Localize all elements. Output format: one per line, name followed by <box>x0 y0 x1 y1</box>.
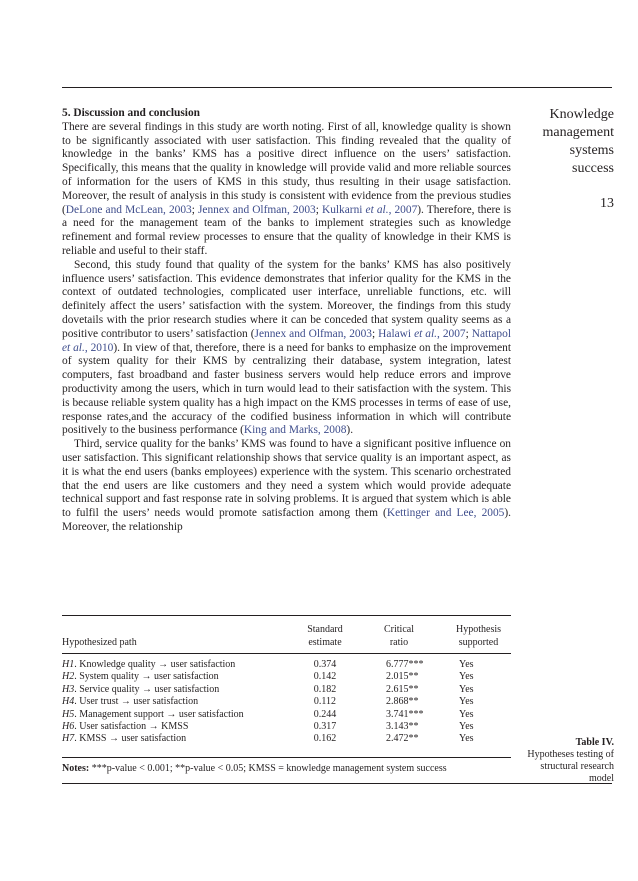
hypotheses-table <box>62 615 511 765</box>
caption-line: structural research <box>540 761 614 772</box>
citation-link[interactable]: Jennex and Olfman, 2003 <box>197 203 316 216</box>
citation-link[interactable]: Jennex and Olfman, 2003 <box>254 327 373 340</box>
running-title <box>516 106 614 178</box>
table-notes: Notes: ***p-value < 0.001; **p-value < 0.05; KMSS = knowledge management system success <box>62 763 447 774</box>
top-rule <box>62 87 612 88</box>
table-top-rule <box>62 615 511 616</box>
citation-link[interactable]: Halawi et al., 2007 <box>378 327 466 340</box>
header-ratio: Critical ratio <box>384 624 414 648</box>
page-number: 13 <box>600 196 614 211</box>
running-title-line: systems <box>569 143 614 158</box>
citation-link[interactable]: DeLone and McLean, 2003 <box>65 203 192 216</box>
section-heading: 5. Discussion and conclusion <box>62 107 200 119</box>
paragraph-3: Third, service quality for the banks’ KMS was found to have a significant positive influence on user satisfaction. This significant relationship shows that service quality is an important aspect, as it is what the end users (banks employees) experience with the system. This scenario orchestrated that the end users are like customers and they need a system which would provide adequate technical support and fast response rate in solving problems. It is argued that system which is able to fulfil the users’ needs would promote satisfaction among them (Kettinger and Lee, 2005). Moreover, the relationship <box>62 438 512 533</box>
table-row: H7. KMSS → user satisfaction 0.162 2.472** Yes <box>62 733 474 745</box>
caption-title: Table IV. <box>575 737 614 748</box>
table-row: H2. System quality → user satisfaction 0.142 2.015** Yes <box>62 671 474 683</box>
table-bottom-rule <box>62 757 511 758</box>
caption-line: model <box>589 773 614 784</box>
bottom-rule <box>62 783 612 784</box>
citation-link[interactable]: Kettinger and Lee, 2005 <box>386 507 505 520</box>
body-text <box>62 107 511 535</box>
paragraph-2: Second, this study found that quality of the system for the banks’ KMS has also positively influence users’ satisfaction. This evidence demonstrates that inferior quality for the KMS in the context of outdated technologies, complicated user interface, unreliable functions, etc. will definitely affect the users’ satisfaction with the system. Moreover, the findings from this study dovetails with the prior research studies where it can be conceded that system quality seems as a positive contributor to users’ satisfaction (Jennex and Olfman, 2003; Halawi et al., 2007; Nattapol et al., 2010). In view of that, therefore, there is a need for banks to emphasize on the improvement of system quality for their KMS by centralizing their database, system integration, latest computers, fast broadband and faster business servers would help reduce errors and improve productivity among the users, which in turn would lead to their satisfaction with the system. This is because reliable system quality has a high impact on the KMS processes in terms of ease of use, response rates,and the accuracy of the codified business information in which will contribute positively to the business performance (King and Marks, 2008). <box>62 258 512 437</box>
header-path: Hypothesized path <box>62 637 137 648</box>
table-header-rule <box>62 653 511 654</box>
header-estimate: Standard estimate <box>307 624 343 648</box>
running-title-line: management <box>542 125 614 140</box>
table-row: H1. Knowledge quality → user satisfaction 0.374 6.777*** Yes <box>62 659 474 670</box>
table-caption <box>505 737 614 785</box>
paragraph-1: There are several findings in this study are worth noting. First of all, knowledge quality is shown to be significantly associated with user satisfaction. This finding revealed that the quality of knowledge in the banks’ KMS has a positive direct influence on the users’ satisfaction. Specifically, this means that the quality in knowledge will provide valid and more reliable sources of information for the users of KMS in this study, thus resulting in their usage satisfaction. Moreover, the result of analysis in this study is consistent with evidence from the previous studies (DeLone and McLean, 2003; Jennex and Olfman, 2003; Kulkarni et al., 2007). Therefore, there is a need for the management team of the banks to implement strategies such as knowledge refinement and formal review processes to ensure that the quality of knowledge in their KMS is reliable and useful to their staff. <box>62 120 512 257</box>
citation-link[interactable]: Kulkarni et al., 2007 <box>321 203 418 216</box>
table-row: H3. Service quality → user satisfaction 0.182 2.615** Yes <box>62 683 474 695</box>
table-row: H5. Management support → user satisfaction 0.244 3.741*** Yes <box>62 708 474 720</box>
caption-line: Hypotheses testing of <box>527 749 614 760</box>
citation-link[interactable]: Nattapol et al., 2010 <box>62 327 511 354</box>
table-row: H6. User satisfaction → KMSS 0.317 3.143** Yes <box>62 721 474 732</box>
header-supported: Hypothesis supported <box>456 624 501 648</box>
table-row: H4. User trust → user satisfaction 0.112 2.868** Yes <box>62 696 474 708</box>
running-title-line: success <box>572 161 614 176</box>
citation-link[interactable]: King and Marks, 2008 <box>243 424 347 437</box>
running-title-line: Knowledge <box>549 107 614 122</box>
